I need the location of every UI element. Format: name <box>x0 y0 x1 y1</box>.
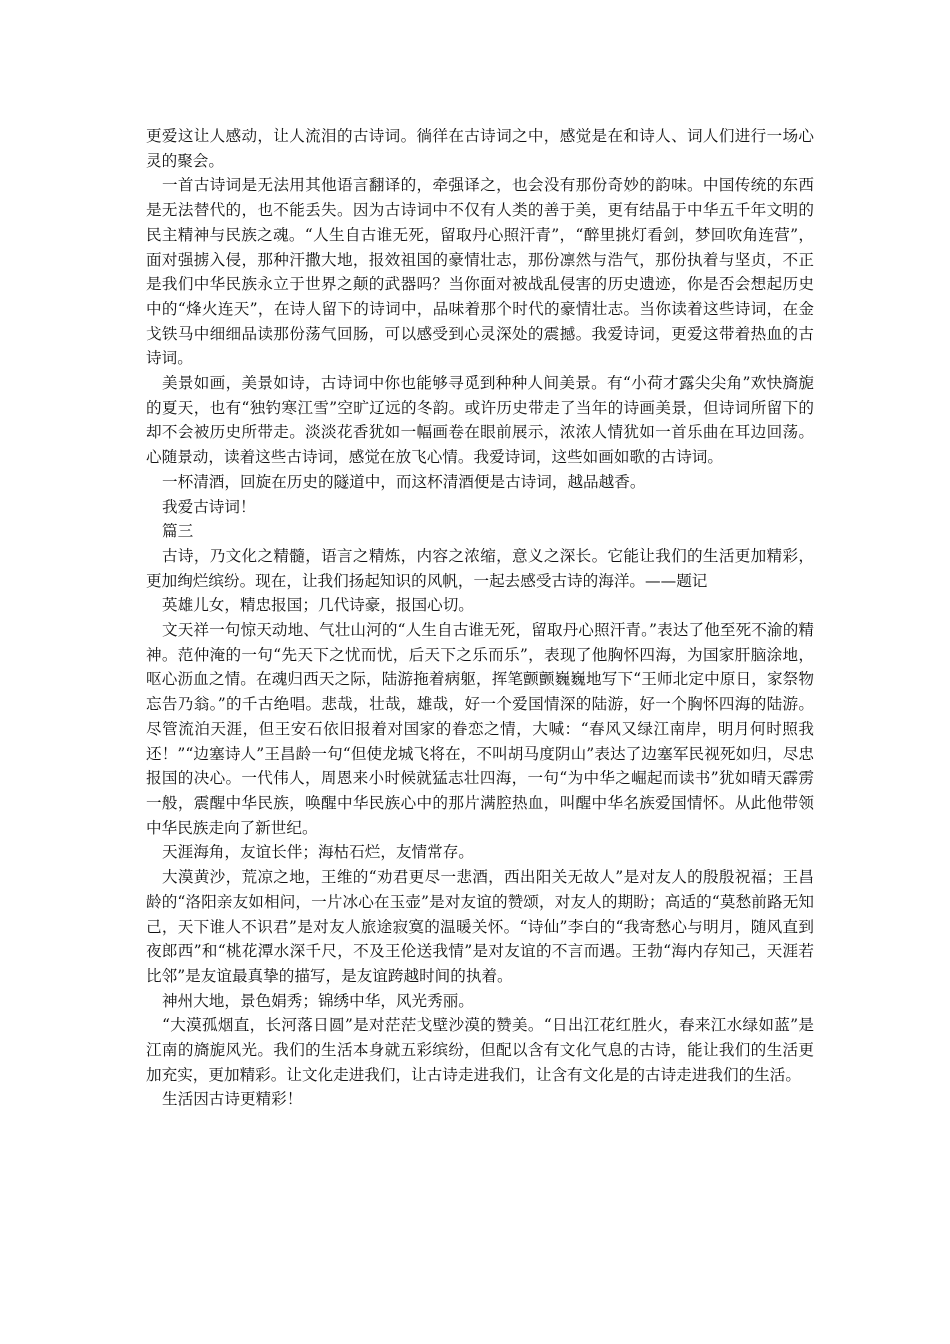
paragraph-11: 大漠黄沙，荒凉之地，王维的“劝君更尽一悲酒，西出阳关无故人”是对友人的殷殷祝福；王昌龄的“洛阳亲友如相问，一片冰心在玉壶”是对友谊的赞颂，对友人的期盼；高适的“莫愁前路无知己，天下谁人不识君”是对友人旅途寂寞的温暖关怀。“诗仙”李白的“我寄愁心与明月，随风直到夜郎西”和“桃花潭水深千尺，不及王伦送我情”是对友谊的不言而遇。王勃“海内存知己，天涯若比邻”是友谊最真挚的描写，是友谊跨越时间的执着。 <box>146 868 814 985</box>
section-heading: 篇三 <box>162 522 194 541</box>
document-body <box>146 124 814 1112</box>
paragraph-13: “大漠孤烟直，长河落日圆”是对茫茫戈壁沙漠的赞美。“日出江花红胜火，春来江水绿如蓝”是江南的旖旎风光。我们的生活本身就五彩缤纷，但配以含有文化气息的古诗，能让我们的生活更加充实，更加精彩。让文化走进我们，让古诗走进我们，让含有文化是的古诗走进我们的生活。 <box>146 1016 814 1084</box>
paragraph-7: 古诗，乃文化之精髓，语言之精炼，内容之浓缩，意义之深长。它能让我们的生活更加精彩，更加绚烂缤纷。现在，让我们扬起知识的风帆，一起去感受古诗的海洋。——题记 <box>146 546 814 590</box>
paragraph-9: 文天祥一句惊天动地、气壮山河的“人生自古谁无死，留取丹心照汗青。”表达了他至死不渝的精神。范仲淹的一句“先天下之忧而忧，后天下之乐而乐”，表现了他胸怀四海，为国家肝脑涂地，呕心沥血之情。在魂归西天之际，陆游拖着病躯，挥笔颤颤巍巍地写下“王师北定中原日，家祭物忘告乃翁。”的千古绝唱。悲哉，壮哉，雄哉，好一个爱国情深的陆游，好一个胸怀四海的陆游。尽管流泊天涯，但王安石依旧报着对国家的眷恋之情，大喊：“春风又绿江南岸，明月何时照我还！”“边塞诗人”王昌龄一句“但使龙城飞将在，不叫胡马度阴山”表达了边塞军民视死如归，尽忠报国的决心。一代伟人，周恩来小时候就猛志壮四海，一句“为中华之崛起而读书”犹如晴天霹雳一般，震醒中华民族，唤醒中华民族心中的那片满腔热血，叫醒中华名族爱国情怀。从此他带领中华民族走向了新世纪。 <box>146 621 814 837</box>
paragraph-8: 英雄儿女，精忠报国；几代诗豪，报国心切。 <box>162 596 474 615</box>
paragraph-1: 更爱这让人感动，让人流泪的古诗词。徜徉在古诗词之中，感觉是在和诗人、词人们进行一场心灵的聚会。 <box>146 127 814 170</box>
paragraph-3: 美景如画，美景如诗，古诗词中你也能够寻觅到种种人间美景。有“小荷才露尖尖角”欢快旖旎的夏天，也有“独钓寒江雪”空旷辽远的冬韵。或许历史带走了当年的诗画美景，但诗词所留下的却不会被历史所带走。淡淡花香犹如一幅画卷在眼前展示，浓浓人情犹如一首乐曲在耳边回荡。心随景动，读着这些古诗词，感觉在放飞心情。我爱诗词，这些如画如歌的古诗词。 <box>146 374 814 467</box>
paragraph-2: 一首古诗词是无法用其他语言翻译的，牵强译之，也会没有那份奇妙的韵味。中国传统的东西是无法替代的，也不能丢失。因为古诗词中不仅有人类的善于美，更有结晶于中华五千年文明的民主精神与民族之魂。“人生自古谁无死，留取丹心照汗青”，“醉里挑灯看剑，梦回吹角连营”，面对强掳入侵，那种汗撒大地，报效祖国的豪情壮志，那份凛然与浩气，那份执着与坚贞，不正是我们中华民族永立于世界之颠的武器吗？当你面对被战乱侵害的历史遗迹，你是否会想起历史中的“烽火连天”，在诗人留下的诗词中，品味着那个时代的豪情壮志。当你读着这些诗词，在金戈铁马中细细品读那份荡气回肠，可以感受到心灵深处的震撼。我爱诗词，更爱这带着热血的古诗词。 <box>146 176 814 368</box>
paragraph-10: 天涯海角，友谊长伴；海枯石烂，友情常存。 <box>162 843 474 862</box>
paragraph-4: 一杯清酒，回旋在历史的隧道中，而这杯清酒便是古诗词，越品越香。 <box>162 472 646 491</box>
paragraph-5: 我爱古诗词！ <box>162 497 256 516</box>
paragraph-14: 生活因古诗更精彩！ <box>162 1090 303 1109</box>
paragraph-12: 神州大地，景色娟秀；锦绣中华，风光秀丽。 <box>162 991 474 1010</box>
